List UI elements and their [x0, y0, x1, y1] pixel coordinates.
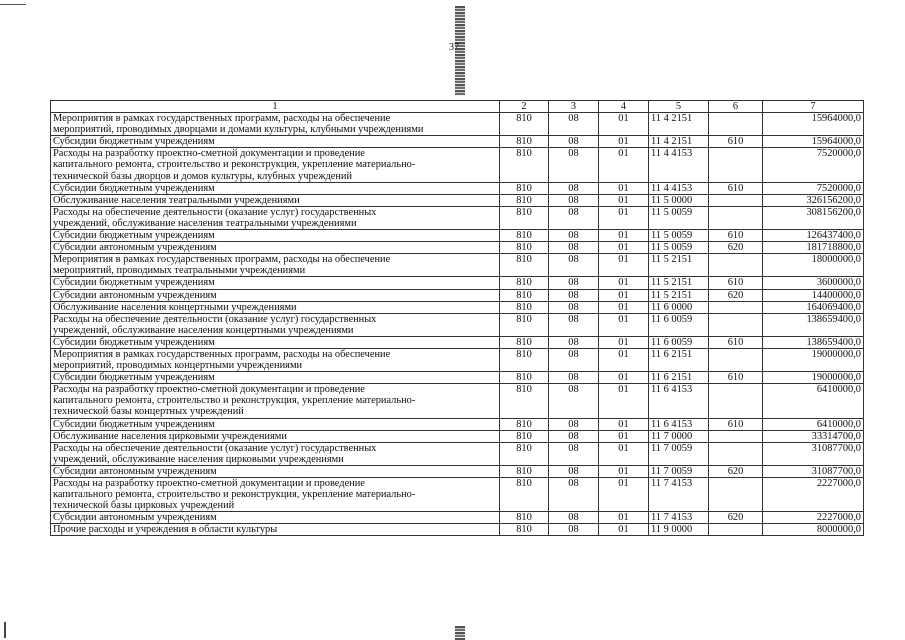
target-article-cell: 11 5 0059	[649, 206, 709, 229]
ministry-code-cell: 810	[500, 301, 549, 313]
amount-cell: 2227000,0	[763, 478, 864, 512]
section-code-cell: 08	[549, 136, 599, 148]
target-article-cell: 11 4 2151	[649, 136, 709, 148]
amount-cell: 138659400,0	[763, 313, 864, 336]
expense-name-cell	[51, 206, 500, 229]
target-article-cell: 11 5 0000	[649, 194, 709, 206]
expense-name-line: Субсидии автономным учреждениям	[53, 242, 217, 254]
target-article-cell: 11 7 4153	[649, 512, 709, 524]
table-row	[51, 301, 864, 313]
expense-type-cell: 610	[709, 182, 763, 194]
amount-cell: 3600000,0	[763, 277, 864, 289]
table-row	[51, 465, 864, 477]
target-article-cell: 11 9 0000	[649, 524, 709, 536]
target-article-cell: 11 5 2151	[649, 277, 709, 289]
section-code-cell: 08	[549, 113, 599, 136]
column-number-row	[51, 101, 864, 113]
subsection-code-cell: 01	[599, 465, 649, 477]
section-code-cell: 08	[549, 289, 599, 301]
target-article-cell: 11 5 0059	[649, 230, 709, 242]
target-article-cell: 11 7 0000	[649, 430, 709, 442]
target-article-cell: 11 6 0059	[649, 313, 709, 336]
ministry-code-cell: 810	[500, 465, 549, 477]
table-row	[51, 418, 864, 430]
section-code-cell: 08	[549, 442, 599, 465]
expense-name-cell	[51, 336, 500, 348]
expense-name-cell	[51, 230, 500, 242]
ministry-code-cell: 810	[500, 277, 549, 289]
target-article-cell: 11 5 0059	[649, 242, 709, 254]
column-number-3: 3	[549, 101, 599, 113]
table-row	[51, 194, 864, 206]
column-number-7: 7	[763, 101, 864, 113]
expense-type-cell: 620	[709, 289, 763, 301]
expense-type-cell	[709, 442, 763, 465]
expense-name-cell	[51, 418, 500, 430]
amount-cell: 18000000,0	[763, 254, 864, 277]
amount-cell: 14400000,0	[763, 289, 864, 301]
expense-name-cell	[51, 512, 500, 524]
table-row	[51, 313, 864, 336]
expense-type-cell: 610	[709, 418, 763, 430]
column-number-4: 4	[599, 101, 649, 113]
expense-name-cell	[51, 478, 500, 512]
subsection-code-cell: 01	[599, 254, 649, 277]
subsection-code-cell: 01	[599, 442, 649, 465]
target-article-cell: 11 6 4153	[649, 418, 709, 430]
expense-name-line: Мероприятия в рамках государственных программ, расходы на обеспечение	[53, 113, 391, 125]
ministry-code-cell: 810	[500, 148, 549, 182]
expense-name-line: технической базы дворцов и домов культуры, клубных учреждений	[53, 170, 353, 182]
expense-type-cell: 620	[709, 465, 763, 477]
expense-name-line: Субсидии бюджетным учреждениям	[53, 277, 215, 289]
section-code-cell: 08	[549, 301, 599, 313]
expense-type-cell: 610	[709, 372, 763, 384]
amount-cell: 19000000,0	[763, 372, 864, 384]
target-article-cell: 11 4 2151	[649, 113, 709, 136]
expense-type-cell	[709, 301, 763, 313]
expense-name-cell	[51, 465, 500, 477]
table-row	[51, 524, 864, 536]
section-code-cell: 08	[549, 194, 599, 206]
expense-type-cell	[709, 348, 763, 371]
expense-type-cell	[709, 148, 763, 182]
amount-cell: 31087700,0	[763, 442, 864, 465]
section-code-cell: 08	[549, 348, 599, 371]
expense-name-line: Мероприятия в рамках государственных программ, расходы на обеспечение	[53, 348, 391, 360]
expense-name-line: Субсидии автономным учреждениям	[53, 512, 217, 524]
expense-name-cell	[51, 136, 500, 148]
amount-cell: 15964000,0	[763, 113, 864, 136]
ministry-code-cell: 810	[500, 348, 549, 371]
section-code-cell: 08	[549, 524, 599, 536]
table-row	[51, 289, 864, 301]
section-code-cell: 08	[549, 430, 599, 442]
table-row	[51, 206, 864, 229]
expense-name-cell	[51, 442, 500, 465]
amount-cell: 6410000,0	[763, 418, 864, 430]
ministry-code-cell: 810	[500, 182, 549, 194]
ministry-code-cell: 810	[500, 430, 549, 442]
expense-type-cell: 620	[709, 512, 763, 524]
expense-type-cell: 620	[709, 242, 763, 254]
section-code-cell: 08	[549, 372, 599, 384]
section-code-cell: 08	[549, 230, 599, 242]
expense-name-line: технической базы концертных учреждений	[53, 406, 244, 418]
target-article-cell: 11 6 2151	[649, 348, 709, 371]
budget-table	[50, 100, 864, 536]
expense-type-cell	[709, 524, 763, 536]
subsection-code-cell: 01	[599, 148, 649, 182]
table-body	[51, 113, 864, 536]
section-code-cell: 08	[549, 418, 599, 430]
target-article-cell: 11 7 0059	[649, 442, 709, 465]
expense-name-line: Расходы на разработку проектно-сметной документации и проведение	[53, 478, 365, 489]
expense-name-line: Обслуживание населения цирковыми учреждениями	[53, 430, 287, 442]
subsection-code-cell: 01	[599, 418, 649, 430]
expense-type-cell	[709, 194, 763, 206]
table-row	[51, 384, 864, 418]
expense-name-line: Субсидии автономным учреждениям	[53, 289, 217, 301]
section-code-cell: 08	[549, 148, 599, 182]
table-row	[51, 182, 864, 194]
ministry-code-cell: 810	[500, 194, 549, 206]
section-code-cell: 08	[549, 478, 599, 512]
amount-cell: 181718800,0	[763, 242, 864, 254]
expense-type-cell	[709, 206, 763, 229]
subsection-code-cell: 01	[599, 348, 649, 371]
target-article-cell: 11 4 4153	[649, 148, 709, 182]
expense-type-cell: 610	[709, 230, 763, 242]
amount-cell: 31087700,0	[763, 465, 864, 477]
ministry-code-cell: 810	[500, 512, 549, 524]
expense-type-cell: 610	[709, 277, 763, 289]
expense-type-cell	[709, 430, 763, 442]
expense-name-cell	[51, 524, 500, 536]
amount-cell: 7520000,0	[763, 182, 864, 194]
section-code-cell: 08	[549, 336, 599, 348]
amount-cell: 138659400,0	[763, 336, 864, 348]
amount-cell: 8000000,0	[763, 524, 864, 536]
expense-name-line: Прочие расходы и учреждения в области культуры	[53, 524, 278, 536]
section-code-cell: 08	[549, 254, 599, 277]
expense-name-line: Субсидии бюджетным учреждениям	[53, 418, 215, 430]
expense-name-line: Обслуживание населения театральными учреждениями	[53, 194, 300, 206]
table-row	[51, 254, 864, 277]
ministry-code-cell: 810	[500, 478, 549, 512]
table-row	[51, 113, 864, 136]
target-article-cell: 11 6 2151	[649, 372, 709, 384]
expense-name-cell	[51, 277, 500, 289]
table-row	[51, 348, 864, 371]
table-row	[51, 336, 864, 348]
target-article-cell: 11 5 2151	[649, 254, 709, 277]
expense-name-cell	[51, 348, 500, 371]
expense-name-line: учреждений, обслуживание населения театральными учреждениями	[53, 217, 357, 229]
ministry-code-cell: 810	[500, 418, 549, 430]
ministry-code-cell: 810	[500, 136, 549, 148]
amount-cell: 2227000,0	[763, 512, 864, 524]
expense-type-cell: 610	[709, 336, 763, 348]
expense-name-line: Расходы на обеспечение деятельности (оказание услуг) государственных	[53, 442, 377, 454]
amount-cell: 326156200,0	[763, 194, 864, 206]
ministry-code-cell: 810	[500, 372, 549, 384]
ministry-code-cell: 810	[500, 336, 549, 348]
subsection-code-cell: 01	[599, 336, 649, 348]
expense-name-line: Расходы на разработку проектно-сметной документации и проведение	[53, 148, 365, 160]
subsection-code-cell: 01	[599, 206, 649, 229]
table-row	[51, 372, 864, 384]
amount-cell: 308156200,0	[763, 206, 864, 229]
subsection-code-cell: 01	[599, 524, 649, 536]
expense-name-line: учреждений, обслуживание населения цирковыми учреждениями	[53, 453, 344, 465]
amount-cell: 19000000,0	[763, 348, 864, 371]
ministry-code-cell: 810	[500, 524, 549, 536]
subsection-code-cell: 01	[599, 301, 649, 313]
subsection-code-cell: 01	[599, 113, 649, 136]
column-number-6: 6	[709, 101, 763, 113]
corner-scan-mark	[0, 4, 26, 5]
ministry-code-cell: 810	[500, 206, 549, 229]
table-row	[51, 442, 864, 465]
ministry-code-cell: 810	[500, 384, 549, 418]
subsection-code-cell: 01	[599, 194, 649, 206]
amount-cell: 164069400,0	[763, 301, 864, 313]
ministry-code-cell: 810	[500, 113, 549, 136]
amount-cell: 126437400,0	[763, 230, 864, 242]
target-article-cell: 11 6 0000	[649, 301, 709, 313]
ministry-code-cell: 810	[500, 230, 549, 242]
expense-name-cell	[51, 242, 500, 254]
expense-name-cell	[51, 384, 500, 418]
section-code-cell: 08	[549, 182, 599, 194]
expense-name-line: Субсидии бюджетным учреждениям	[53, 136, 215, 148]
amount-cell: 7520000,0	[763, 148, 864, 182]
table-row	[51, 242, 864, 254]
expense-name-line: Субсидии бюджетным учреждениям	[53, 336, 215, 348]
table-row	[51, 148, 864, 182]
table-row	[51, 136, 864, 148]
expense-name-line: технической базы цирковых учреждений	[53, 500, 235, 512]
expense-name-line: капитального ремонта, строительство и реконструкция, укрепление материально-	[53, 395, 416, 407]
expense-name-line: Расходы на обеспечение деятельности (оказание услуг) государственных	[53, 206, 377, 218]
expense-name-line: мероприятий, проводимых концертными учреждениями	[53, 360, 303, 372]
expense-name-line: Обслуживание населения концертными учреждениями	[53, 301, 297, 313]
expense-type-cell	[709, 478, 763, 512]
amount-cell: 33314700,0	[763, 430, 864, 442]
expense-type-cell	[709, 384, 763, 418]
subsection-code-cell: 01	[599, 372, 649, 384]
ministry-code-cell: 810	[500, 313, 549, 336]
subsection-code-cell: 01	[599, 230, 649, 242]
expense-name-line: Субсидии автономным учреждениям	[53, 465, 217, 477]
section-code-cell: 08	[549, 277, 599, 289]
table-row	[51, 430, 864, 442]
expense-type-cell	[709, 113, 763, 136]
expense-name-line: Мероприятия в рамках государственных программ, расходы на обеспечение	[53, 254, 391, 266]
expense-name-cell	[51, 301, 500, 313]
subsection-code-cell: 01	[599, 289, 649, 301]
section-code-cell: 08	[549, 512, 599, 524]
ministry-code-cell: 810	[500, 242, 549, 254]
ministry-code-cell: 810	[500, 254, 549, 277]
expense-name-cell	[51, 313, 500, 336]
section-code-cell: 08	[549, 465, 599, 477]
binding-stitch-mark-bottom	[455, 626, 465, 640]
edge-scan-mark	[4, 622, 6, 638]
column-number-1: 1	[51, 101, 500, 113]
ministry-code-cell: 810	[500, 442, 549, 465]
target-article-cell: 11 5 2151	[649, 289, 709, 301]
table-row	[51, 277, 864, 289]
expense-name-line: Субсидии бюджетным учреждениям	[53, 230, 215, 242]
target-article-cell: 11 6 4153	[649, 384, 709, 418]
subsection-code-cell: 01	[599, 512, 649, 524]
expense-name-line: капитального ремонта, строительство и реконструкция, укрепление материально-	[53, 489, 416, 501]
target-article-cell: 11 4 4153	[649, 182, 709, 194]
amount-cell: 6410000,0	[763, 384, 864, 418]
expense-name-line: Субсидии бюджетным учреждениям	[53, 182, 215, 194]
column-number-5: 5	[649, 101, 709, 113]
expense-name-cell	[51, 194, 500, 206]
amount-cell: 15964000,0	[763, 136, 864, 148]
ministry-code-cell: 810	[500, 289, 549, 301]
expense-type-cell	[709, 254, 763, 277]
section-code-cell: 08	[549, 242, 599, 254]
expense-name-line: капитального ремонта, строительство и реконструкция, укрепление материально-	[53, 159, 416, 171]
table-row	[51, 512, 864, 524]
table-row	[51, 230, 864, 242]
expense-type-cell	[709, 313, 763, 336]
expense-name-cell	[51, 254, 500, 277]
section-code-cell: 08	[549, 313, 599, 336]
section-code-cell: 08	[549, 384, 599, 418]
subsection-code-cell: 01	[599, 242, 649, 254]
table-row	[51, 478, 864, 512]
column-number-2: 2	[500, 101, 549, 113]
target-article-cell: 11 6 0059	[649, 336, 709, 348]
expense-name-line: Субсидии бюджетным учреждениям	[53, 372, 215, 384]
subsection-code-cell: 01	[599, 478, 649, 512]
expense-name-line: мероприятий, проводимых дворцами и домами культуры, клубными учреждениями	[53, 124, 424, 136]
page-number: 37	[449, 42, 459, 53]
subsection-code-cell: 01	[599, 182, 649, 194]
expense-name-cell	[51, 289, 500, 301]
expense-type-cell: 610	[709, 136, 763, 148]
subsection-code-cell: 01	[599, 136, 649, 148]
expense-name-cell	[51, 372, 500, 384]
section-code-cell: 08	[549, 206, 599, 229]
subsection-code-cell: 01	[599, 313, 649, 336]
expense-name-line: Расходы на обеспечение деятельности (оказание услуг) государственных	[53, 313, 377, 325]
expense-name-line: учреждений, обслуживание населения концертными учреждениями	[53, 324, 354, 336]
expense-name-cell	[51, 182, 500, 194]
subsection-code-cell: 01	[599, 430, 649, 442]
expense-name-cell	[51, 113, 500, 136]
subsection-code-cell: 01	[599, 277, 649, 289]
expense-name-line: мероприятий, проводимых театральными учреждениями	[53, 265, 306, 277]
expense-name-cell	[51, 430, 500, 442]
expense-name-line: Расходы на разработку проектно-сметной документации и проведение	[53, 384, 365, 396]
target-article-cell: 11 7 4153	[649, 478, 709, 512]
subsection-code-cell: 01	[599, 384, 649, 418]
target-article-cell: 11 7 0059	[649, 465, 709, 477]
expense-name-cell	[51, 148, 500, 182]
